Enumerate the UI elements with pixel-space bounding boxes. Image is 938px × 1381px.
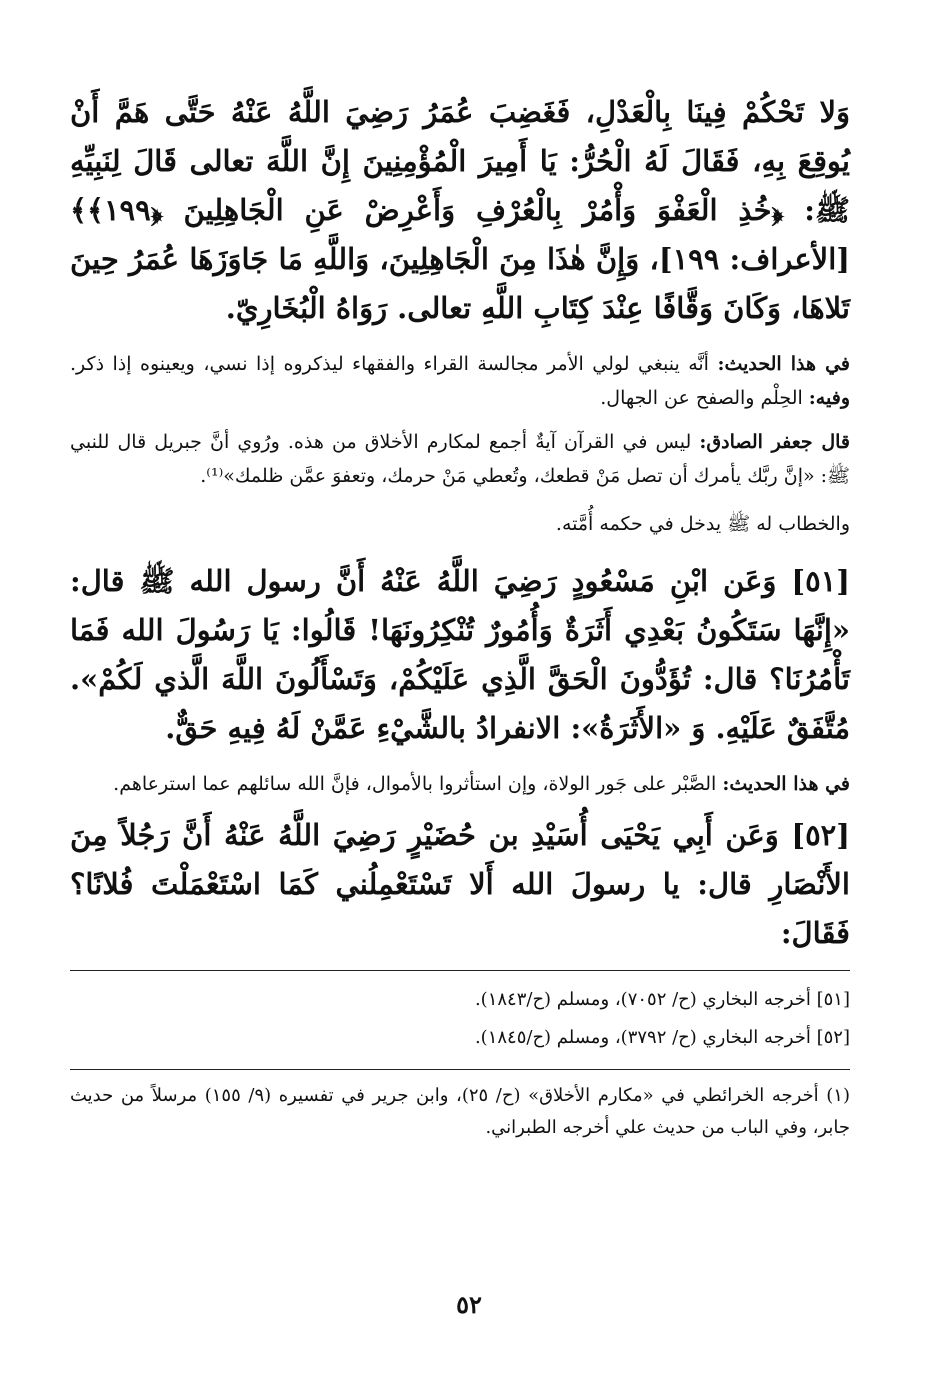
reference-51: [٥١] أخرجه البخاري (ح/ ٧٠٥٢)، ومسلم (ح/١٨٤٣). xyxy=(474,989,850,1010)
hadith-51-text: وَعَن ابْنِ مَسْعُودٍ رَضِيَ اللَّهُ عَنْهُ أَنَّ رسول الله ﷺ قال: «إِنَّهَا سَتَكُونُ بَعْدِي أَثَرَةٌ وَأُمُورٌ تُنْكِرُونَهَا! قَالُوا: يَا رَسُولَ الله فَمَا تَأْمُرُنَا؟ قال: تُؤَدُّونَ الْحَقَّ الَّذِي عَلَيْكُمْ، وَتَسْأَلُونَ اللَّهَ الَّذي لَكُمْ». مُتَّفَقٌ عَلَيْهِ. وَ «الأَثَرَةُ»: الانفرادُ بالشَّيْءِ عَمَّنْ لَهُ فِيهِ حَقٌّ. xyxy=(70,564,850,745)
references-list xyxy=(70,971,850,1069)
page-number: ٥٢ xyxy=(456,1290,482,1319)
commentary-text: أنَّه ينبغي لولي الأمر مجالسة القراء والفقهاء ليذكروه إذا نسي، ويعينوه إذا ذكر. xyxy=(70,353,718,375)
commentary-51-text: الصَّبْر على جَور الولاة، وإن استأثروا بالأموال، فإنَّ الله سائلهم عما استرعاهم. xyxy=(113,773,723,795)
commentary-lead-2: وفيه: xyxy=(808,387,850,409)
hadith-51-paragraph xyxy=(70,557,850,753)
hadith-52-paragraph xyxy=(70,811,850,958)
address-note-paragraph: والخطاب له ﷺ يدخل في حكمه أُمَّته. xyxy=(555,513,850,535)
reference-52: [٥٢] أخرجه البخاري (ح/ ٣٧٩٢)، ومسلم (ح/١٨٤٥). xyxy=(474,1027,850,1048)
commentary-paragraph xyxy=(70,347,850,415)
quote-text: ليس في القرآن آيةٌ أجمع لمكارم الأخلاق من هذه. ورُوي أنَّ جبريل قال للنبي ﷺ: «إنَّ ربَّك يأمرك أن تصل مَنْ قطعك، وتُعطي مَنْ حرمك، وتعفوَ عمَّن ظلمك»⁽¹⁾. xyxy=(70,431,850,487)
commentary-51-lead: في هذا الحديث: xyxy=(722,773,850,795)
hadith-52-text: وَعَن أَبِي يَحْيَى أُسَيْدِ بن حُضَيْرٍ رَضِيَ اللَّهُ عَنْهُ أَنَّ رَجُلاً مِنَ الأَنْصَارِ قال: يا رسولَ الله أَلا تَسْتَعْمِلُني كَمَا اسْتَعْمَلْتَ فُلانًا؟ فَقَالَ: xyxy=(70,818,850,950)
page-body xyxy=(70,88,850,1144)
footnote-1: (١) أخرجه الخرائطي في «مكارم الأخلاق» (ح/ ٢٥)، وابن جرير في تفسيره (٩/ ١٥٥) مرسلاً من حديث جابر، وفي الباب من حديث علي أخرجه الطبراني. xyxy=(70,1085,850,1138)
commentary-text-2: الحِلْم والصفح عن الجهال. xyxy=(600,387,809,409)
commentary-lead: في هذا الحديث: xyxy=(717,353,850,375)
hadith-51-number: [٥١] xyxy=(791,564,850,598)
hadith-52-number: [٥٢] xyxy=(791,818,850,852)
quote-paragraph xyxy=(70,425,850,493)
quote-lead: قال جعفر الصادق: xyxy=(699,431,850,453)
commentary-51-paragraph xyxy=(70,767,850,801)
hadith-continuation-paragraph: وَلا تَحْكُمْ فِينَا بِالْعَدْلِ، فَغَضِبَ عُمَرُ رَضِيَ اللَّهُ عَنْهُ حَتَّى هَمَّ أَنْ يُوقِعَ بِهِ، فَقَالَ لَهُ الْحُرُّ: يَا أَمِيرَ الْمُؤْمِنِينَ إِنَّ اللَّهَ تعالى قَالَ لِنَبِيِّهِ ﷺ: ﴿خُذِ الْعَفْوَ وَأْمُرْ بِالْعُرْفِ وَأَعْرِضْ عَنِ الْجَاهِلِينَ ﴿١٩٩﴾﴾ [الأعراف: ١٩٩]، وَإِنَّ هٰذَا مِنَ الْجَاهِلِينَ، وَاللَّهِ مَا جَاوَزَهَا عُمَرُ حِينَ تَلاهَا، وَكَانَ وَقَّافًا عِنْدَ كِتَابِ اللَّهِ تعالى. رَوَاهُ الْبُخَارِيّ. xyxy=(70,95,850,325)
